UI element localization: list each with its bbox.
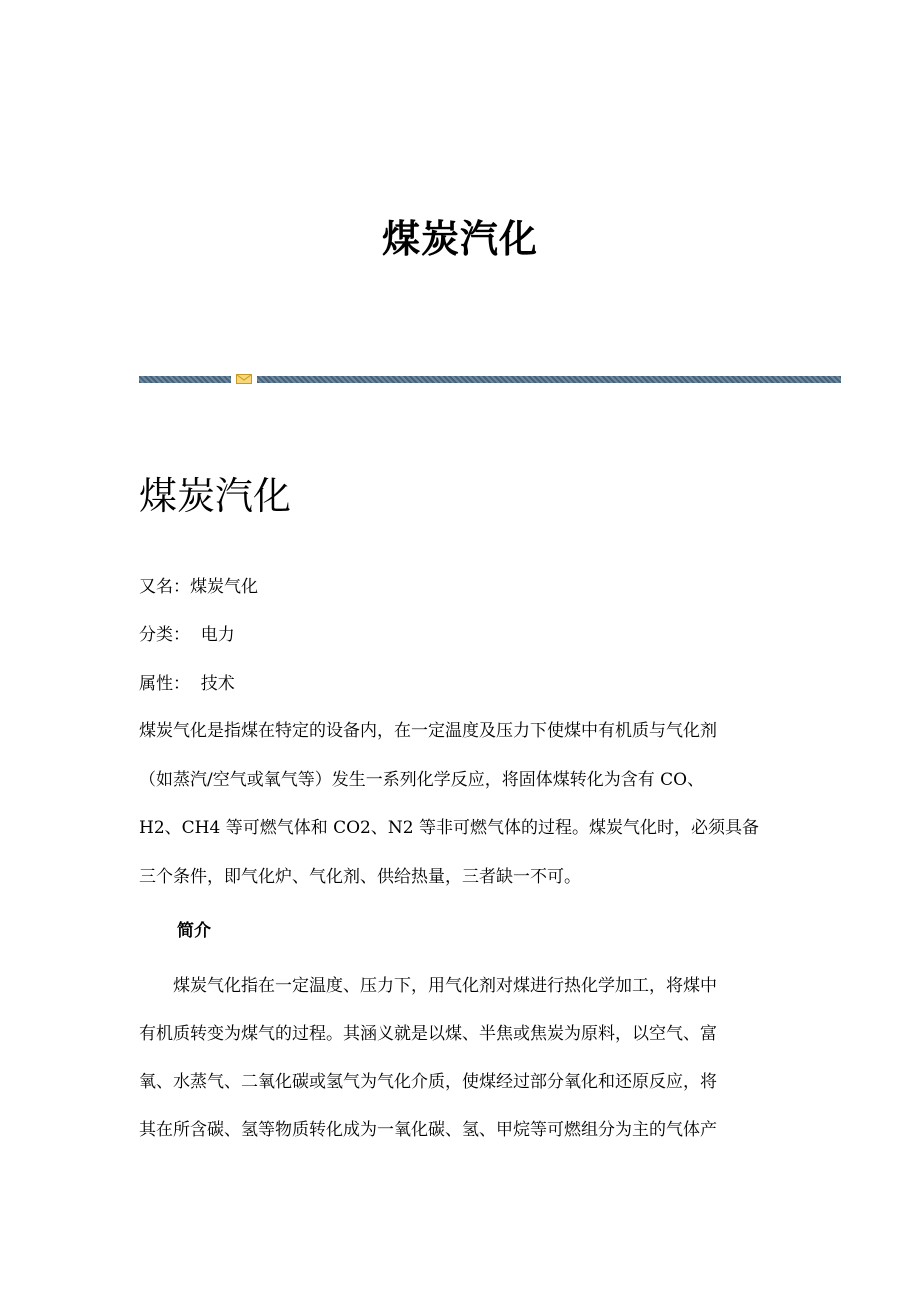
intro-line: H2、CH4 等可燃气体和 CO2、N2 等非可燃气体的过程。煤炭气化时，必须具备 bbox=[139, 818, 759, 838]
section-line: 其在所含碳、氢等物质转化成为一氧化碳、氢、甲烷等可燃组分为主的气体产 bbox=[139, 1120, 717, 1140]
divider-right-segment bbox=[257, 376, 841, 383]
section-line: 煤炭气化指在一定温度、压力下，用气化剂对煤进行热化学加工，将煤中 bbox=[139, 976, 717, 996]
intro-line: 三个条件，即气化炉、气化剂、供给热量，三者缺一不可。 bbox=[139, 867, 581, 887]
divider-left-segment bbox=[139, 376, 231, 383]
section-line: 有机质转变为煤气的过程。其涵义就是以煤、半焦或焦炭为原料，以空气、富 bbox=[139, 1024, 717, 1044]
meta-category: 分类： 电力 bbox=[139, 625, 235, 645]
section-title: 简介 bbox=[177, 921, 211, 941]
cover-title: 煤炭汽化 bbox=[381, 216, 538, 261]
envelope-ornament-icon bbox=[236, 374, 252, 384]
intro-line: 煤炭气化是指煤在特定的设备内，在一定温度及压力下使煤中有机质与气化剂 bbox=[139, 721, 717, 741]
document-heading: 煤炭汽化 bbox=[139, 474, 292, 518]
meta-attribute: 属性： 技术 bbox=[139, 674, 235, 694]
section-line: 氧、水蒸气、二氧化碳或氢气为气化介质，使煤经过部分氧化和还原反应，将 bbox=[139, 1072, 717, 1092]
intro-line: （如蒸汽/空气或氧气等）发生一系列化学反应，将固体煤转化为含有 CO、 bbox=[139, 770, 705, 790]
title-divider bbox=[139, 374, 841, 384]
meta-alias: 又名：煤炭气化 bbox=[139, 577, 258, 597]
